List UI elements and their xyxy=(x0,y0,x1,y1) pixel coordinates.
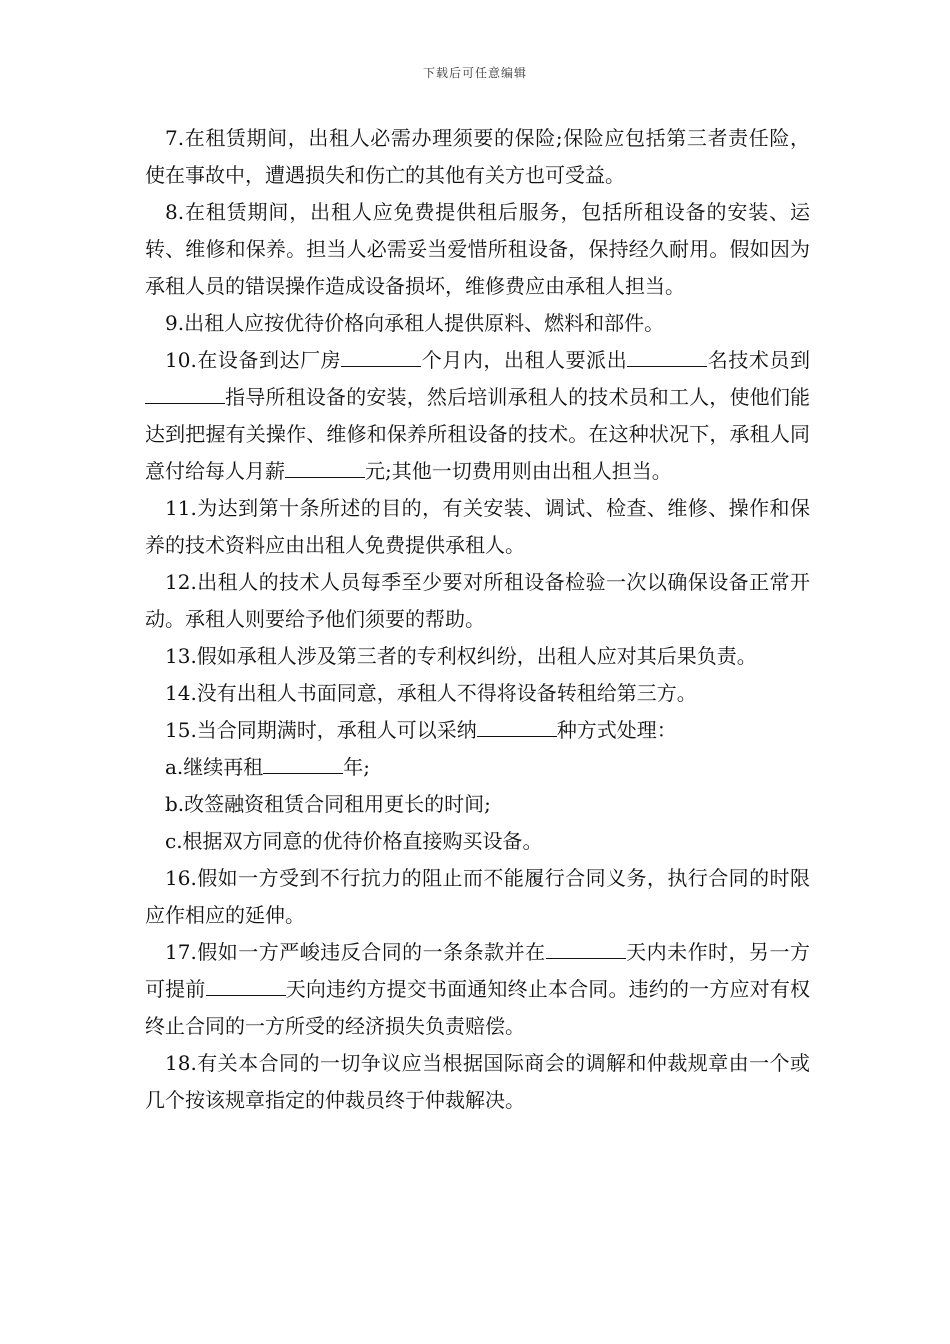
clause-9 xyxy=(145,305,810,342)
fill-in-blank[interactable] xyxy=(546,938,626,959)
clause-text: 10.在设备到达厂房 xyxy=(165,348,342,372)
clause-7 xyxy=(145,120,810,194)
clause-17 xyxy=(145,934,810,1045)
clause-15 xyxy=(145,712,810,749)
clause-text: 9.出租人应按优待价格向承租人提供原料、燃料和部件。 xyxy=(165,311,665,335)
clause-text: 天内未作时，另一方可提前 xyxy=(145,940,811,1001)
clause-15-option-c xyxy=(145,823,810,860)
fill-in-blank[interactable] xyxy=(285,457,365,478)
clause-text: 14.没有出租人书面同意，承租人不得将设备转租给第三方。 xyxy=(165,681,697,705)
fill-in-blank[interactable] xyxy=(206,975,286,996)
clause-text: 13.假如承租人涉及第三者的专利权纠纷，出租人应对其后果负责。 xyxy=(165,644,757,668)
clause-text: 年; xyxy=(343,755,371,779)
clause-text: 18.有关本合同的一切争议应当根据国际商会的调解和仲裁规章由一个或几个按该规章指定的仲裁员终于仲裁解决。 xyxy=(145,1051,810,1112)
fill-in-blank[interactable] xyxy=(263,753,343,774)
clause-text: b.改签融资租赁合同租用更长的时间; xyxy=(165,792,491,816)
clause-16 xyxy=(145,860,810,934)
clause-text: 个月内，出租人要派出 xyxy=(421,348,628,372)
clause-text: 天向违约方提交书面通知终止本合同。违约的一方应对有权终止合同的一方所受的经济损失负责赔偿。 xyxy=(145,977,811,1038)
clause-8 xyxy=(145,194,810,305)
clause-text: 元;其他一切费用则由出租人担当。 xyxy=(365,459,672,483)
fill-in-blank[interactable] xyxy=(627,346,707,367)
clause-15-option-b xyxy=(145,786,810,823)
clause-text: 16.假如一方受到不行抗力的阻止而不能履行合同义务，执行合同的时限应作相应的延伸。 xyxy=(145,866,810,927)
clause-text: 种方式处理： xyxy=(556,718,677,742)
clause-text: 11.为达到第十条所述的目的，有关安装、调试、检查、维修、操作和保养的技术资料应由出租人免费提供承租人。 xyxy=(145,496,810,557)
clause-text: 17.假如一方严峻违反合同的一条条款并在 xyxy=(165,940,546,964)
clause-text: 名技术员到 xyxy=(707,348,810,372)
clause-10 xyxy=(145,342,810,490)
clause-text: 8.在租赁期间，出租人应免费提供租后服务，包括所租设备的安装、运转、维修和保养。担当人必需妥当爱惜所租设备，保持经久耐用。假如因为承租人员的错误操作造成设备损坏，维修费应由承租人担当。 xyxy=(145,200,810,298)
page-header: 下载后可任意编辑 xyxy=(422,66,527,80)
clause-18 xyxy=(145,1045,810,1119)
clause-14 xyxy=(145,675,810,712)
clause-text: c.根据双方同意的优待价格直接购买设备。 xyxy=(165,829,543,853)
clause-15-option-a xyxy=(145,749,810,786)
clause-text: a.继续再租 xyxy=(165,755,264,779)
clause-13 xyxy=(145,638,810,675)
clause-11 xyxy=(145,490,810,564)
clause-text: 7.在租赁期间，出租人必需办理须要的保险;保险应包括第三者责任险，使在事故中，遭遇损失和伤亡的其他有关方也可受益。 xyxy=(145,126,810,187)
fill-in-blank[interactable] xyxy=(341,346,421,367)
document-body xyxy=(145,120,810,1119)
clause-text: 指导所租设备的安装，然后培训承租人的技术员和工人，使他们能达到把握有关操作、维修和保养所租设备的技术。在这种状况下，承租人同意付给每人月薪 xyxy=(145,385,810,483)
fill-in-blank[interactable] xyxy=(145,383,225,404)
clause-text: 12.出租人的技术人员每季至少要对所租设备检验一次以确保设备正常开动。承租人则要给予他们须要的帮助。 xyxy=(145,570,810,631)
clause-text: 15.当合同期满时，承租人可以采纳 xyxy=(165,718,477,742)
fill-in-blank[interactable] xyxy=(477,716,557,737)
clause-12 xyxy=(145,564,810,638)
